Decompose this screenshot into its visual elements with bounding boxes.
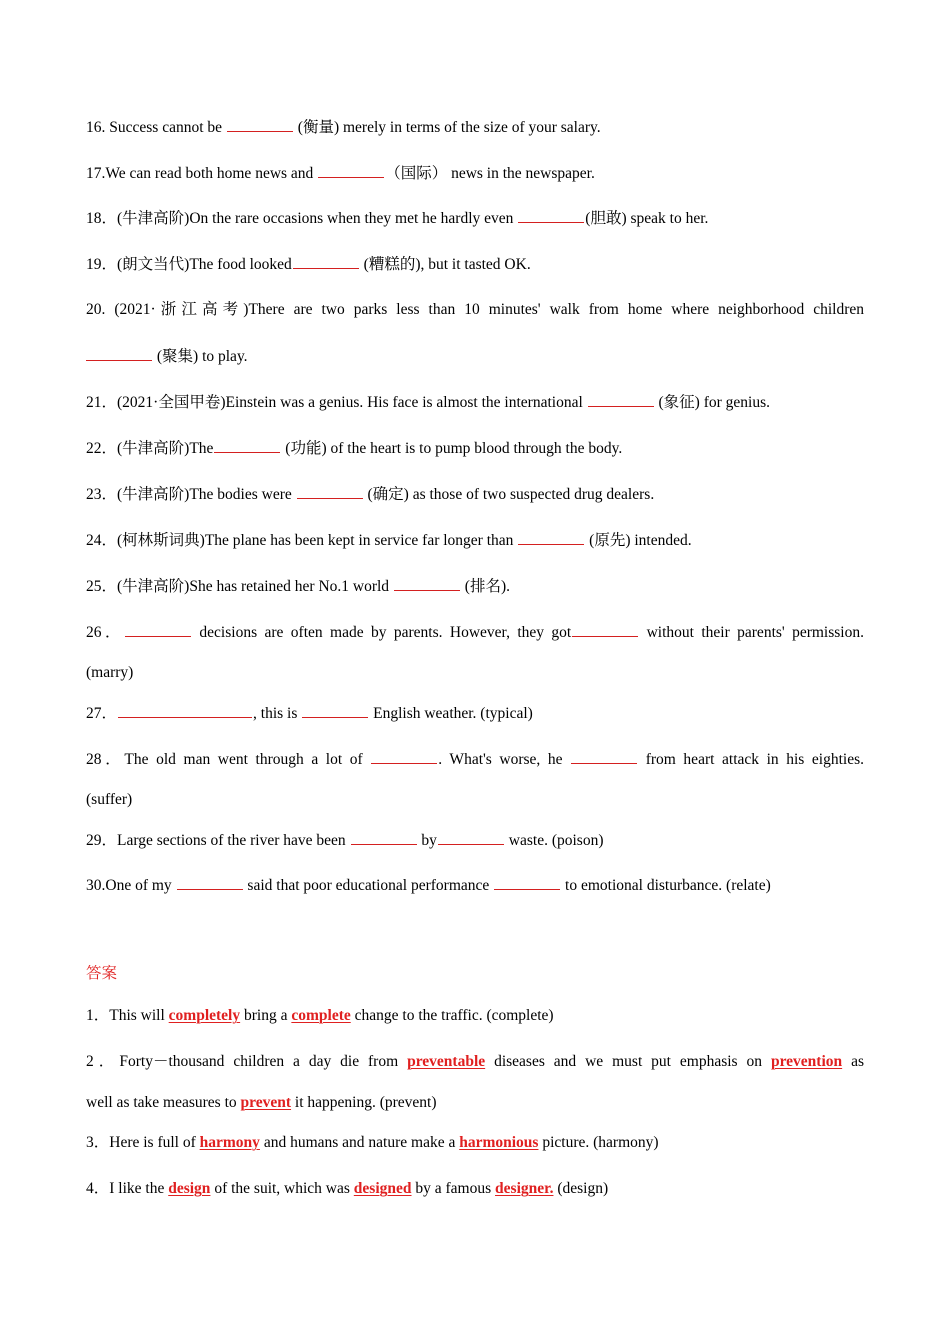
question-text: 19．(朗文当代)The food looked	[86, 256, 292, 273]
answer-blank[interactable]	[518, 530, 584, 545]
answer-blank[interactable]	[571, 749, 637, 764]
answer-text: 4．I like the	[86, 1180, 169, 1197]
question-22	[86, 438, 864, 459]
question-text: 30.One of my	[86, 877, 176, 894]
answer-blank[interactable]	[371, 749, 437, 764]
answer-text: as	[842, 1053, 864, 1070]
question-20-line1	[86, 300, 864, 320]
answer-4	[86, 1179, 864, 1199]
answer-text: bring a	[240, 1007, 292, 1024]
question-text: decisions are often made by parents. However, they got	[192, 624, 572, 641]
answer-blank[interactable]	[351, 830, 417, 845]
question-text: 28．The old man went through a lot of	[86, 751, 371, 768]
question-text: (marry)	[86, 664, 134, 681]
answer-word: prevention	[770, 1053, 843, 1070]
answer-1	[86, 1006, 864, 1026]
answer-text: 3．Here is full of	[86, 1134, 200, 1151]
question-17	[86, 163, 864, 184]
answer-word: complete	[291, 1007, 351, 1024]
answer-text: picture. (harmony)	[538, 1134, 659, 1151]
question-text: 24．(柯林斯词典)The plane has been kept in service far longer than	[86, 532, 518, 549]
question-16	[86, 117, 864, 138]
question-text: (原先) intended.	[585, 532, 692, 549]
question-text: to emotional disturbance. (relate)	[561, 877, 771, 894]
question-text: (聚集) to play.	[153, 348, 248, 365]
answer-blank[interactable]	[297, 484, 363, 499]
question-text: 20. (2021·浙江高考)There are two parks less than 10 minutes' walk from home where neighborhood children	[86, 301, 864, 318]
question-23	[86, 484, 864, 505]
answer-2-line2	[86, 1093, 864, 1113]
question-text: (象征) for genius.	[654, 394, 771, 411]
answer-text: and humans and nature make a	[259, 1134, 460, 1151]
answer-text: change to the traffic. (complete)	[350, 1007, 554, 1024]
question-28-line1	[86, 749, 864, 770]
question-text: （国际） news in the newspaper.	[385, 165, 595, 182]
answer-blank[interactable]	[125, 622, 191, 637]
question-text: (胆敢) speak to her.	[585, 210, 709, 227]
answer-word: harmony	[199, 1134, 260, 1151]
answer-blank[interactable]	[86, 346, 152, 361]
answer-blank[interactable]	[227, 117, 293, 132]
question-text: 18．(牛津高阶)On the rare occasions when they met he hardly even	[86, 210, 518, 227]
answer-blank[interactable]	[214, 438, 280, 453]
answer-3	[86, 1133, 864, 1153]
question-18	[86, 208, 864, 229]
question-text: (suffer)	[86, 791, 133, 808]
question-text: by	[417, 832, 437, 849]
question-26-line1	[86, 622, 864, 643]
answer-blank[interactable]	[588, 392, 654, 407]
answer-text: 1．This will	[86, 1007, 169, 1024]
answer-text: well as take measures to	[86, 1094, 241, 1111]
question-21	[86, 392, 864, 413]
question-26-line2	[86, 663, 864, 683]
answers-heading: 答案	[86, 964, 118, 982]
answer-word: preventable	[407, 1053, 486, 1070]
answer-text: diseases and we must put emphasis on	[485, 1053, 771, 1070]
question-text: (排名).	[460, 578, 510, 595]
answer-blank[interactable]	[302, 703, 368, 718]
question-text: 29．Large sections of the river have been	[86, 832, 350, 849]
question-text: , this is	[253, 705, 302, 722]
answer-blank[interactable]	[394, 576, 460, 591]
answer-blank[interactable]	[494, 875, 560, 890]
question-text: 16. Success cannot be	[86, 119, 226, 136]
question-30	[86, 875, 864, 896]
question-text: 22．(牛津高阶)The	[86, 440, 214, 457]
question-text: waste. (poison)	[504, 832, 604, 849]
question-text: (功能) of the heart is to pump blood through the body.	[281, 440, 623, 457]
answer-text: 2．Forty－thousand children a day die from	[86, 1053, 408, 1070]
question-28-line2	[86, 790, 864, 810]
question-24	[86, 530, 864, 551]
answer-word: design	[168, 1180, 211, 1197]
question-text: said that poor educational performance	[243, 877, 494, 894]
answer-word: harmonious	[459, 1134, 539, 1151]
question-25	[86, 576, 864, 597]
answer-text: it happening. (prevent)	[291, 1094, 437, 1111]
answer-blank[interactable]	[572, 622, 638, 637]
answer-word: designer.	[495, 1180, 554, 1197]
answer-word: designed	[353, 1180, 412, 1197]
question-text: (衡量) merely in terms of the size of your salary.	[293, 119, 601, 136]
answer-text: (design)	[553, 1180, 609, 1197]
question-text: 25．(牛津高阶)She has retained her No.1 world	[86, 578, 393, 595]
answer-blank[interactable]	[177, 875, 243, 890]
question-text: English weather. (typical)	[369, 705, 533, 722]
answer-blank[interactable]	[438, 830, 504, 845]
answer-blank[interactable]	[118, 703, 252, 718]
question-text: 26．	[86, 624, 125, 641]
question-text: 23．(牛津高阶)The bodies were	[86, 486, 296, 503]
question-20-line2	[86, 346, 864, 367]
answer-2-line1	[86, 1052, 864, 1072]
answer-word: prevent	[240, 1094, 292, 1111]
question-text: (确定) as those of two suspected drug dealers.	[363, 486, 655, 503]
question-text: . What's worse, he	[438, 751, 571, 768]
answer-blank[interactable]	[518, 208, 584, 223]
question-text: from heart attack in his eighties.	[638, 751, 865, 768]
question-text: without their parents' permission.	[639, 624, 864, 641]
answer-word: completely	[168, 1007, 241, 1024]
question-19	[86, 254, 864, 275]
question-text: 27．	[86, 705, 118, 722]
question-text: 17.We can read both home news and	[86, 165, 318, 182]
question-text: 21．(2021·全国甲卷)Einstein was a genius. His face is almost the international	[86, 394, 587, 411]
question-text: (糟糕的), but it tasted OK.	[359, 256, 531, 273]
answer-text: of the suit, which was	[210, 1180, 354, 1197]
answer-text: by a famous	[411, 1180, 496, 1197]
answer-blank[interactable]	[318, 163, 384, 178]
question-27	[86, 703, 864, 724]
question-29	[86, 830, 864, 851]
answer-blank[interactable]	[293, 254, 359, 269]
